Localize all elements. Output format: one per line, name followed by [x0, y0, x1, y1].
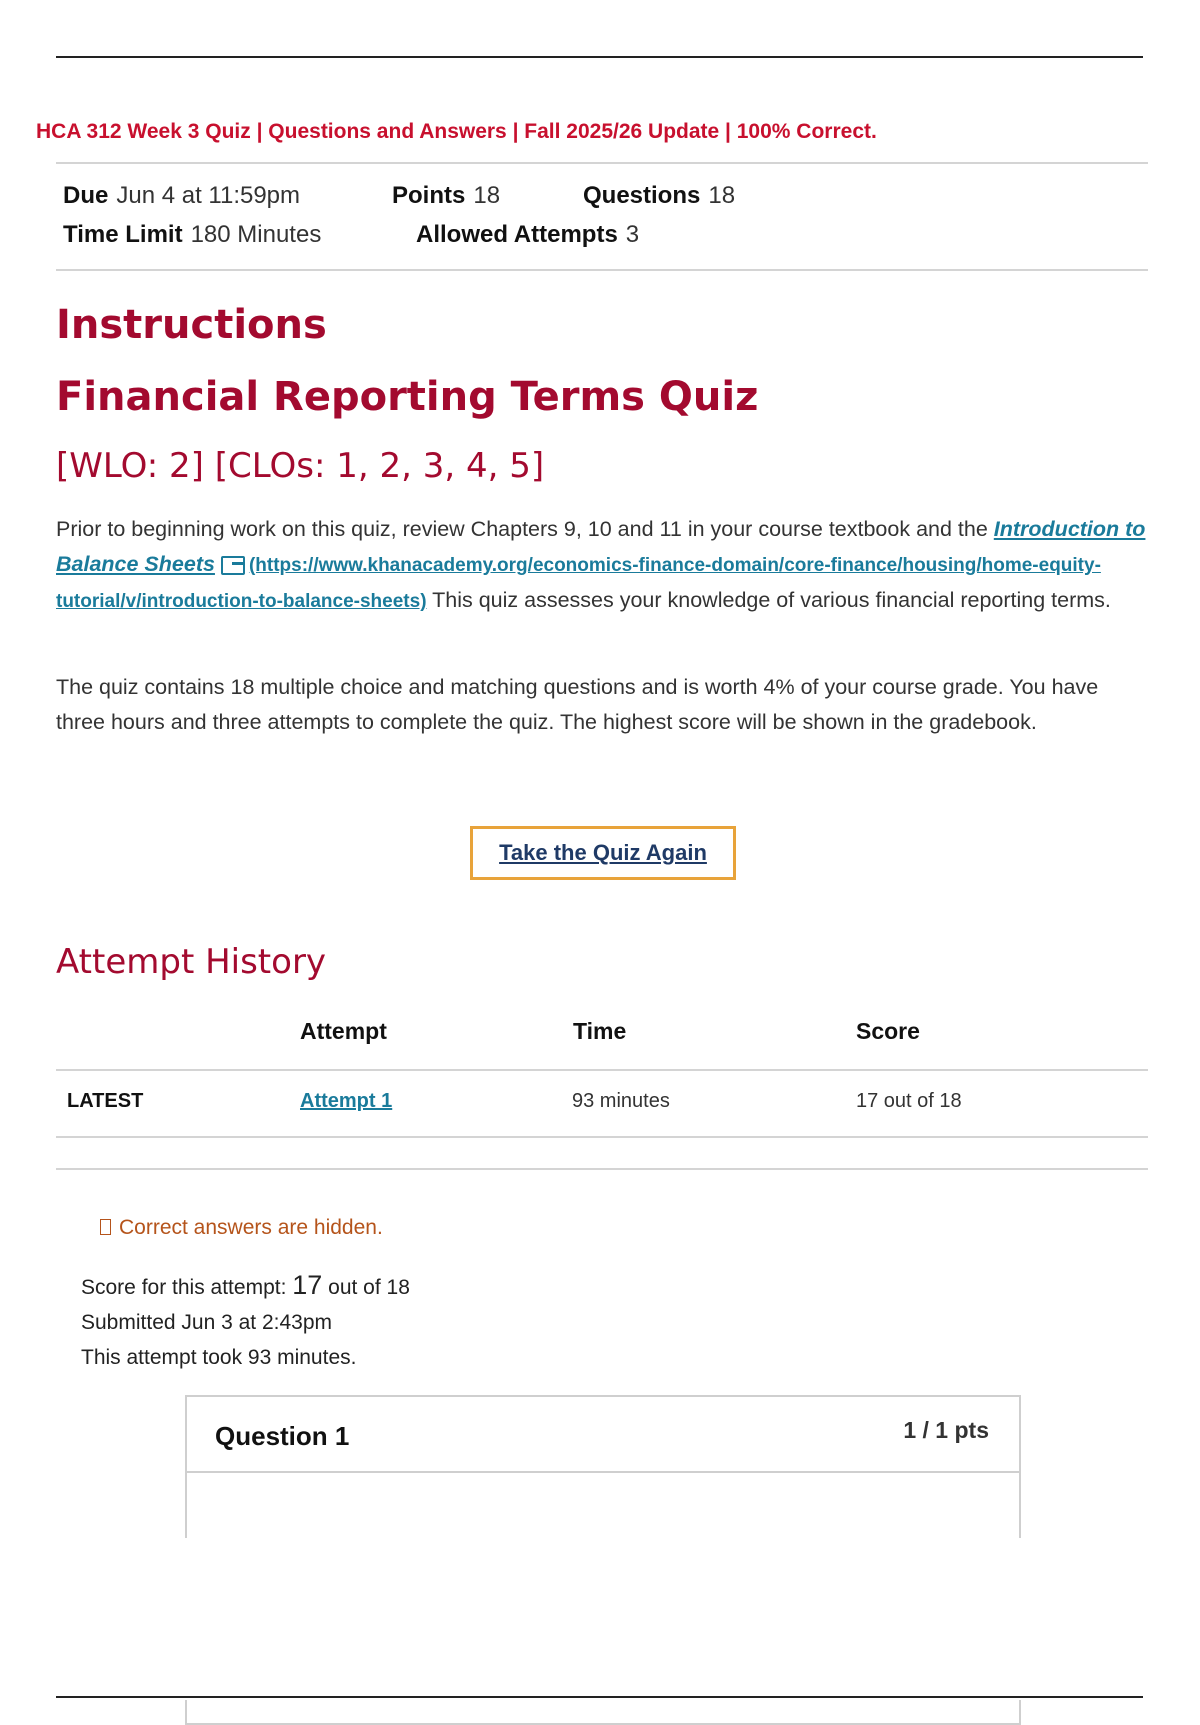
quiz-title: Financial Reporting Terms Quiz	[56, 374, 759, 420]
question-points: 1 / 1 pts	[903, 1417, 989, 1443]
question-header	[187, 1397, 1019, 1473]
table-row-divider	[56, 1136, 1148, 1138]
section-divider	[56, 1168, 1148, 1170]
info-icon	[100, 1219, 111, 1235]
col-header-score: Score	[856, 1018, 920, 1044]
balance-sheets-link[interactable]: Introduction to Balance Sheets	[56, 517, 1146, 576]
attempt-score: 17 out of 18	[856, 1090, 962, 1112]
page-banner: HCA 312 Week 3 Quiz | Questions and Answers | Fall 2025/26 Update | 100% Correct.	[36, 120, 877, 143]
learning-objectives: [WLO: 2] [CLOs: 1, 2, 3, 4, 5]	[56, 446, 545, 486]
page-bottom-blank	[0, 1538, 1200, 1700]
attempt-duration: This attempt took 93 minutes.	[81, 1346, 357, 1369]
attempt-1-link[interactable]: Attempt 1	[300, 1090, 393, 1112]
allowed-attempts: Allowed Attempts 3	[416, 221, 640, 248]
points: Points 18	[392, 182, 501, 209]
submitted-time: Submitted Jun 3 at 2:43pm	[81, 1311, 332, 1334]
due-date: Due Jun 4 at 11:59pm	[63, 182, 301, 209]
questions-count: Questions 18	[583, 182, 736, 209]
instructions-paragraph-2: The quiz contains 18 multiple choice and matching questions and is worth 4% of your course grade. You have three hours and three attempts to complete the quiz. The highest score will be shown in the gradebook.	[56, 675, 1099, 734]
table-header-divider	[56, 1069, 1148, 1071]
attempt-history-heading: Attempt History	[56, 942, 327, 982]
external-link-icon	[221, 556, 245, 575]
instructions-heading: Instructions	[56, 302, 327, 348]
col-header-time: Time	[573, 1018, 627, 1044]
take-quiz-again-button[interactable]: Take the Quiz Again	[470, 826, 736, 880]
attempt-time: 93 minutes	[572, 1090, 670, 1112]
question-title: Question 1	[215, 1421, 350, 1451]
answers-hidden-notice: Correct answers are hidden.	[100, 1216, 383, 1240]
bottom-rule	[56, 1696, 1143, 1698]
balance-sheets-url[interactable]: (https://www.khanacademy.org/economics-finance-domain/core-finance/housing/home-equity-tutorial/v/introduction-to-balance-sheets)	[56, 555, 1101, 612]
latest-tag: LATEST	[67, 1090, 144, 1112]
attempt-score-line: Score for this attempt: 17 out of 18	[81, 1270, 410, 1300]
top-rule	[56, 56, 1143, 58]
details-bottom-divider	[56, 269, 1148, 271]
time-limit: Time Limit 180 Minutes	[63, 221, 322, 248]
details-top-divider	[56, 162, 1148, 164]
instructions-paragraph-1: Prior to beginning work on this quiz, review Chapters 9, 10 and 11 in your course textbook and the Introduction to Balance Sheets (https://www.khanacademy.org/economics-finance-domain/core-finance/housing/home-equity-tutorial/v/introduction-to-balance-sheets) This quiz assesses your knowledge of various financial reporting terms.	[56, 517, 1146, 612]
col-header-attempt: Attempt	[300, 1018, 387, 1044]
